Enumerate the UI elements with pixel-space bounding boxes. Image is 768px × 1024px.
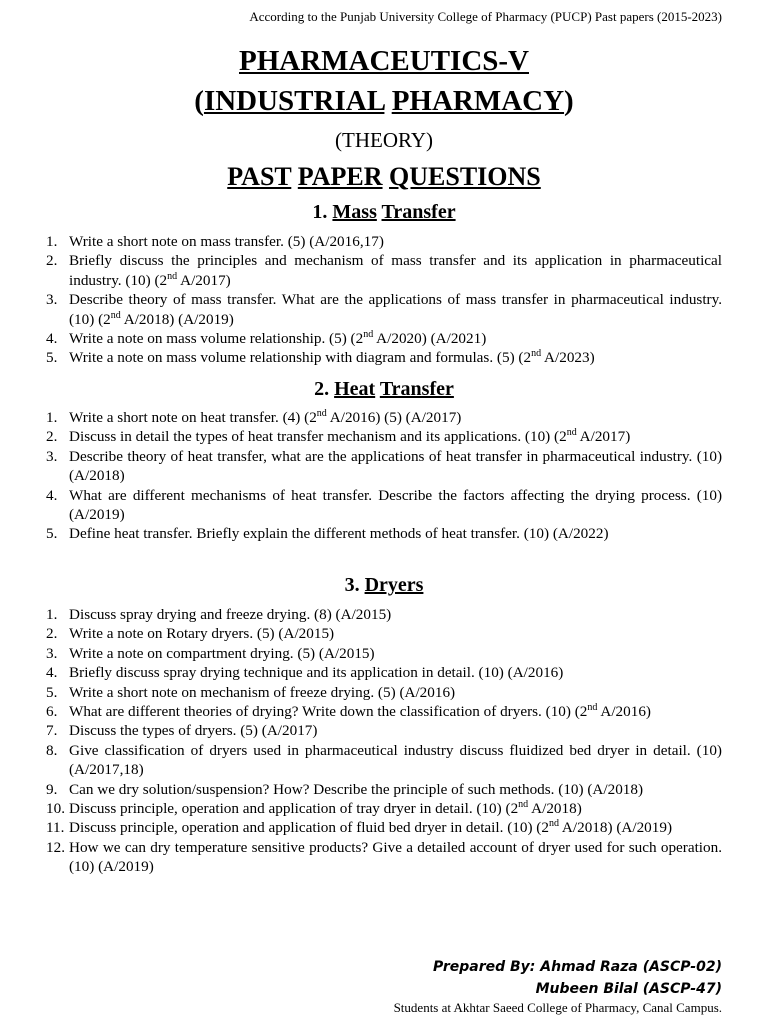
question-item [46, 486, 722, 525]
question-item [46, 605, 722, 624]
question-number: 2. [46, 428, 58, 446]
section-number: 2. [314, 378, 330, 400]
question-text: Describe theory of heat transfer, what are the applications of heat transfer in pharmaceutical industry. (10) (A/2018) [69, 447, 722, 485]
question-item [46, 838, 722, 877]
question-item [46, 721, 722, 740]
page-title [0, 44, 768, 78]
question-number: 12. [46, 838, 65, 856]
question-text-tail: A/2023) [541, 349, 595, 367]
question-number: 9. [46, 780, 58, 798]
question-number: 7. [46, 722, 58, 740]
question-number: 2. [46, 252, 58, 270]
ordinal-suffix: nd [587, 701, 598, 713]
question-text-tail: A/2018) (A/2019) [558, 819, 673, 837]
question-item [46, 702, 722, 721]
title-word-industrial: INDUSTRIAL [203, 85, 385, 117]
question-number: 1. [46, 233, 58, 250]
ordinal-suffix: nd [110, 309, 121, 321]
question-text-tail: A/2017) [576, 428, 631, 446]
heading-word-past: PAST [227, 162, 292, 191]
question-number: 1. [46, 606, 58, 623]
question-number: 5. [46, 525, 58, 543]
question-text: Briefly discuss spray drying technique and its application in detail. (10) (A/2016) [69, 664, 564, 682]
source-note: According to the Punjab University College of Pharmacy (PUCP) Past papers (2015-2023) [249, 9, 722, 24]
section-title-word: Mass [332, 201, 377, 223]
question-number: 2. [46, 625, 58, 643]
ordinal-suffix: nd [518, 799, 529, 810]
section-heading-dryers [0, 573, 768, 597]
ordinal-suffix: nd [316, 407, 327, 419]
ordinal-suffix: nd [548, 818, 559, 830]
section-number: 1. [312, 201, 328, 223]
section-title-word: Transfer [381, 201, 456, 223]
question-item [46, 524, 722, 543]
question-item [46, 799, 722, 818]
question-item [46, 348, 722, 367]
question-item [46, 290, 722, 329]
question-item [46, 408, 722, 427]
question-number: 3. [46, 447, 58, 465]
question-text: What are different theories of drying? Write down the classification of dryers. (10) (2 [69, 703, 588, 721]
question-text: Write a note on mass volume relationship with diagram and formulas. (5) (2 [69, 349, 532, 367]
page-subtitle [0, 84, 768, 118]
question-text: Write a short note on heat transfer. (4) (2 [69, 409, 317, 426]
question-text: Discuss the types of dryers. (5) (A/2017) [69, 722, 318, 740]
question-number: 5. [46, 683, 58, 701]
question-item [46, 683, 722, 702]
question-text-tail: A/2016) [597, 703, 651, 721]
ordinal-suffix: nd [167, 270, 178, 282]
section-heading-mass-transfer [0, 200, 768, 224]
question-list-heat-transfer [46, 408, 722, 544]
question-text-tail: A/2017) [177, 271, 231, 289]
second-author: Mubeen Bilal (ASCP-47) [535, 981, 722, 997]
question-list-dryers [46, 605, 722, 877]
title-paren-close: ) [564, 85, 574, 117]
question-text: Write a short note on mechanism of freeze drying. (5) (A/2016) [69, 683, 456, 701]
question-text-tail: A/2018) (A/2019) [120, 310, 234, 328]
question-number: 3. [46, 291, 58, 309]
question-text: Can we dry solution/suspension? How? Describe the principle of such methods. (10) (A/2018) [69, 780, 644, 798]
question-number: 6. [46, 703, 58, 721]
title-paren-open: ( [194, 85, 204, 117]
section-title-word: Transfer [379, 378, 454, 400]
question-text: Write a note on mass volume relationship. (5) (2 [69, 330, 364, 348]
question-number: 8. [46, 741, 58, 759]
title-word-pharmacy: PHARMACY [391, 85, 565, 117]
question-item [46, 818, 722, 837]
question-number: 4. [46, 486, 58, 504]
theory-label: (THEORY) [335, 128, 433, 152]
question-text-tail: A/2020) (A/2021) [373, 330, 487, 348]
question-text: Give classification of dryers used in pharmaceutical industry discuss fluidized bed dryer in detail. (10) (A/2017,18) [69, 741, 722, 779]
ordinal-suffix: nd [566, 427, 577, 439]
question-item [46, 232, 722, 251]
question-number: 4. [46, 330, 58, 348]
question-list-mass-transfer [46, 232, 722, 368]
question-text: Describe theory of mass transfer. What are the applications of mass transfer in pharmaceutical industry. (10) (2 [69, 291, 722, 328]
question-text: Discuss spray drying and freeze drying. (8) (A/2015) [69, 606, 392, 623]
question-number: 10. [46, 800, 65, 818]
heading-word-paper: PAPER [297, 162, 383, 191]
question-number: 1. [46, 409, 58, 426]
past-paper-heading [0, 161, 768, 193]
question-item [46, 251, 722, 290]
question-text: Write a note on compartment drying. (5) (A/2015) [69, 644, 375, 662]
question-text-tail: A/2016) (5) (A/2017) [326, 409, 462, 426]
question-text: Write a note on Rotary dryers. (5) (A/2015) [69, 625, 335, 643]
question-text: What are different mechanisms of heat transfer. Describe the factors affecting the drying process. (10) (A/2019) [69, 486, 722, 524]
question-item [46, 427, 722, 446]
question-text: How we can dry temperature sensitive products? Give a detailed account of dryer used for such operation. (10) (A/2019) [69, 838, 722, 876]
question-text: Discuss in detail the types of heat transfer mechanism and its applications. (10) (2 [69, 428, 567, 446]
question-item [46, 663, 722, 682]
question-text-tail: A/2018) [528, 800, 582, 818]
question-number: 5. [46, 349, 58, 367]
question-item [46, 447, 722, 486]
question-item [46, 780, 722, 799]
heading-word-questions: QUESTIONS [389, 162, 541, 191]
question-text: Write a short note on mass transfer. (5) (A/2016,17) [69, 233, 384, 250]
question-item [46, 624, 722, 643]
question-text: Define heat transfer. Briefly explain the different methods of heat transfer. (10) (A/2022) [69, 525, 609, 543]
section-title-word: Heat [334, 378, 376, 400]
title-line-1: PHARMACEUTICS-V [239, 45, 529, 77]
question-item [46, 741, 722, 780]
question-text: Discuss principle, operation and application of fluid bed dryer in detail. (10) (2 [69, 819, 549, 837]
section-title-word: Dryers [364, 574, 424, 596]
question-item [46, 644, 722, 663]
question-number: 3. [46, 644, 58, 662]
prepared-by: Prepared By: Ahmad Raza (ASCP-02) [433, 959, 722, 975]
question-text: Discuss principle, operation and application of tray dryer in detail. (10) (2 [69, 800, 519, 818]
section-heading-heat-transfer [0, 377, 768, 401]
students-note: Students at Akhtar Saeed College of Pharmacy, Canal Campus. [393, 1000, 722, 1015]
section-number: 3. [344, 574, 360, 596]
question-number: 4. [46, 664, 58, 682]
question-item [46, 329, 722, 348]
ordinal-suffix: nd [363, 328, 374, 340]
question-number: 11. [46, 819, 65, 837]
ordinal-suffix: nd [531, 348, 542, 360]
question-text: Briefly discuss the principles and mechanism of mass transfer and its application in pharmaceutical industry. (10) (2 [69, 252, 722, 289]
